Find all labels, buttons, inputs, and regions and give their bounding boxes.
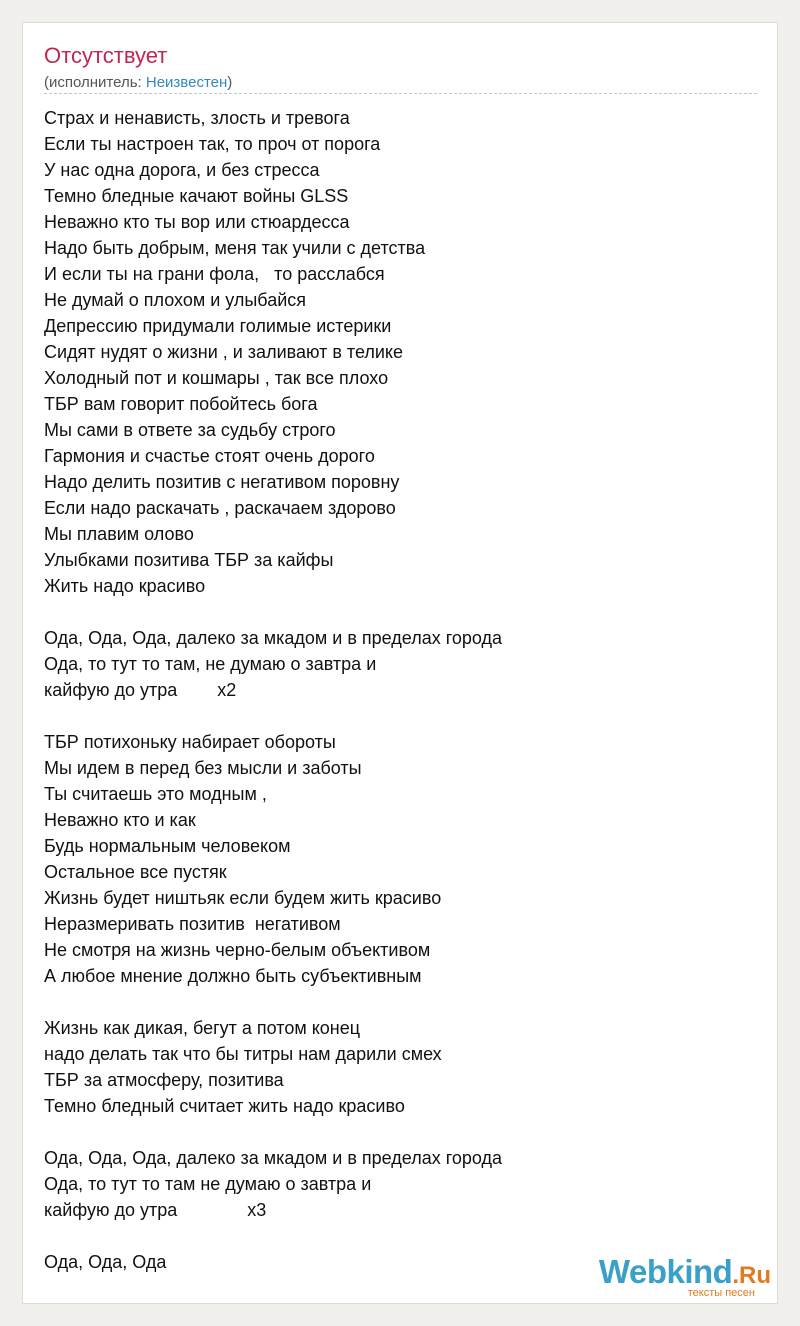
lyric-line: Депрессию придумали голимые истерики	[44, 316, 392, 336]
lyric-line: Ода, то тут то там не думаю о завтра и	[44, 1174, 372, 1194]
lyric-line: Улыбками позитива ТБР за кайфы	[44, 550, 334, 570]
lyric-line: Темно бледный считает жить надо красиво	[44, 1096, 405, 1116]
lyric-line: Если надо раскачать , раскачаем здорово	[44, 498, 396, 518]
logo-tagline: тексты песен	[687, 1287, 755, 1299]
lyric-line: Гармония и счастье стоят очень дорого	[44, 446, 375, 466]
lyric-line: Не думай о плохом и улыбайся	[44, 290, 307, 310]
artist-link[interactable]: Неизвестен	[145, 74, 228, 91]
lyric-line: Надо быть добрым, меня так учили с детства	[44, 238, 426, 258]
artist-line	[44, 73, 232, 93]
dashed-divider	[44, 93, 757, 94]
lyric-line: Будь нормальным человеком	[44, 836, 291, 856]
lyric-line: Холодный пот и кошмары , так все плохо	[44, 368, 389, 388]
lyric-line: Ода, Ода, Ода, далеко за мкадом и в пределах города	[44, 1148, 503, 1168]
lyric-line	[44, 599, 759, 625]
lyric-line: Неважно кто ты вор или стюардесса	[44, 212, 350, 232]
lyric-line: Ода, Ода, Ода, далеко за мкадом и в пределах города	[44, 628, 503, 648]
song-title: Отсутствует	[44, 43, 168, 68]
logo-tld: .Ru	[732, 1262, 771, 1289]
lyric-line: Неважно кто и как	[44, 810, 196, 830]
lyric-line: Надо делить позитив с негативом поровну	[44, 472, 400, 492]
lyric-line: кайфую до утра х2	[44, 680, 237, 700]
lyric-line	[44, 1119, 759, 1145]
lyric-line: Мы плавим олово	[44, 524, 194, 544]
lyric-line	[44, 1223, 759, 1249]
logo-word: Webkind	[598, 1253, 733, 1290]
lyric-line	[44, 703, 759, 729]
lyric-line: ТБР потихоньку набирает обороты	[44, 732, 336, 752]
lyric-line: У нас одна дорога, и без стресса	[44, 160, 320, 180]
lyric-line: Ода, то тут то там, не думаю о завтра и	[44, 654, 377, 674]
lyric-line: И если ты на грани фола, то расслабся	[44, 264, 385, 284]
lyric-line: Жизнь как дикая, бегут а потом конец	[44, 1018, 361, 1038]
lyric-line: Мы сами в ответе за судьбу строго	[44, 420, 336, 440]
artist-prefix: (исполнитель:	[44, 74, 146, 91]
lyric-line: ТБР за атмосферу, позитива	[44, 1070, 284, 1090]
lyric-line: надо делать так что бы титры нам дарили смех	[44, 1044, 442, 1064]
lyric-line: Жизнь будет ништьяк если будем жить красиво	[44, 888, 442, 908]
webkind-logo[interactable]	[579, 1255, 771, 1299]
lyric-line: Жить надо красиво	[44, 576, 206, 596]
lyric-line: Ты считаешь это модным ,	[44, 784, 267, 804]
lyric-line: Ода, Ода, Ода	[44, 1252, 167, 1272]
lyric-line: Неразмеривать позитив негативом	[44, 914, 341, 934]
lyric-line: кайфую до утра х3	[44, 1200, 267, 1220]
lyrics-card	[22, 22, 778, 1304]
lyrics-text	[44, 105, 759, 1275]
lyric-line: ТБР вам говорит побойтесь бога	[44, 394, 318, 414]
lyric-line: А любое мнение должно быть субъективным	[44, 966, 422, 986]
lyric-line: Страх и ненависть, злость и тревога	[44, 108, 350, 128]
lyric-line: Если ты настроен так, то проч от порога	[44, 134, 381, 154]
lyric-line: Мы идем в перед без мысли и заботы	[44, 758, 362, 778]
lyric-line: Не смотря на жизнь черно-белым объективом	[44, 940, 431, 960]
lyric-line	[44, 989, 759, 1015]
artist-suffix: )	[227, 74, 233, 91]
lyric-line: Остальное все пустяк	[44, 862, 227, 882]
lyric-line: Сидят нудят о жизни , и заливают в телике	[44, 342, 404, 362]
lyric-line: Темно бледные качают войны GLSS	[44, 186, 349, 206]
